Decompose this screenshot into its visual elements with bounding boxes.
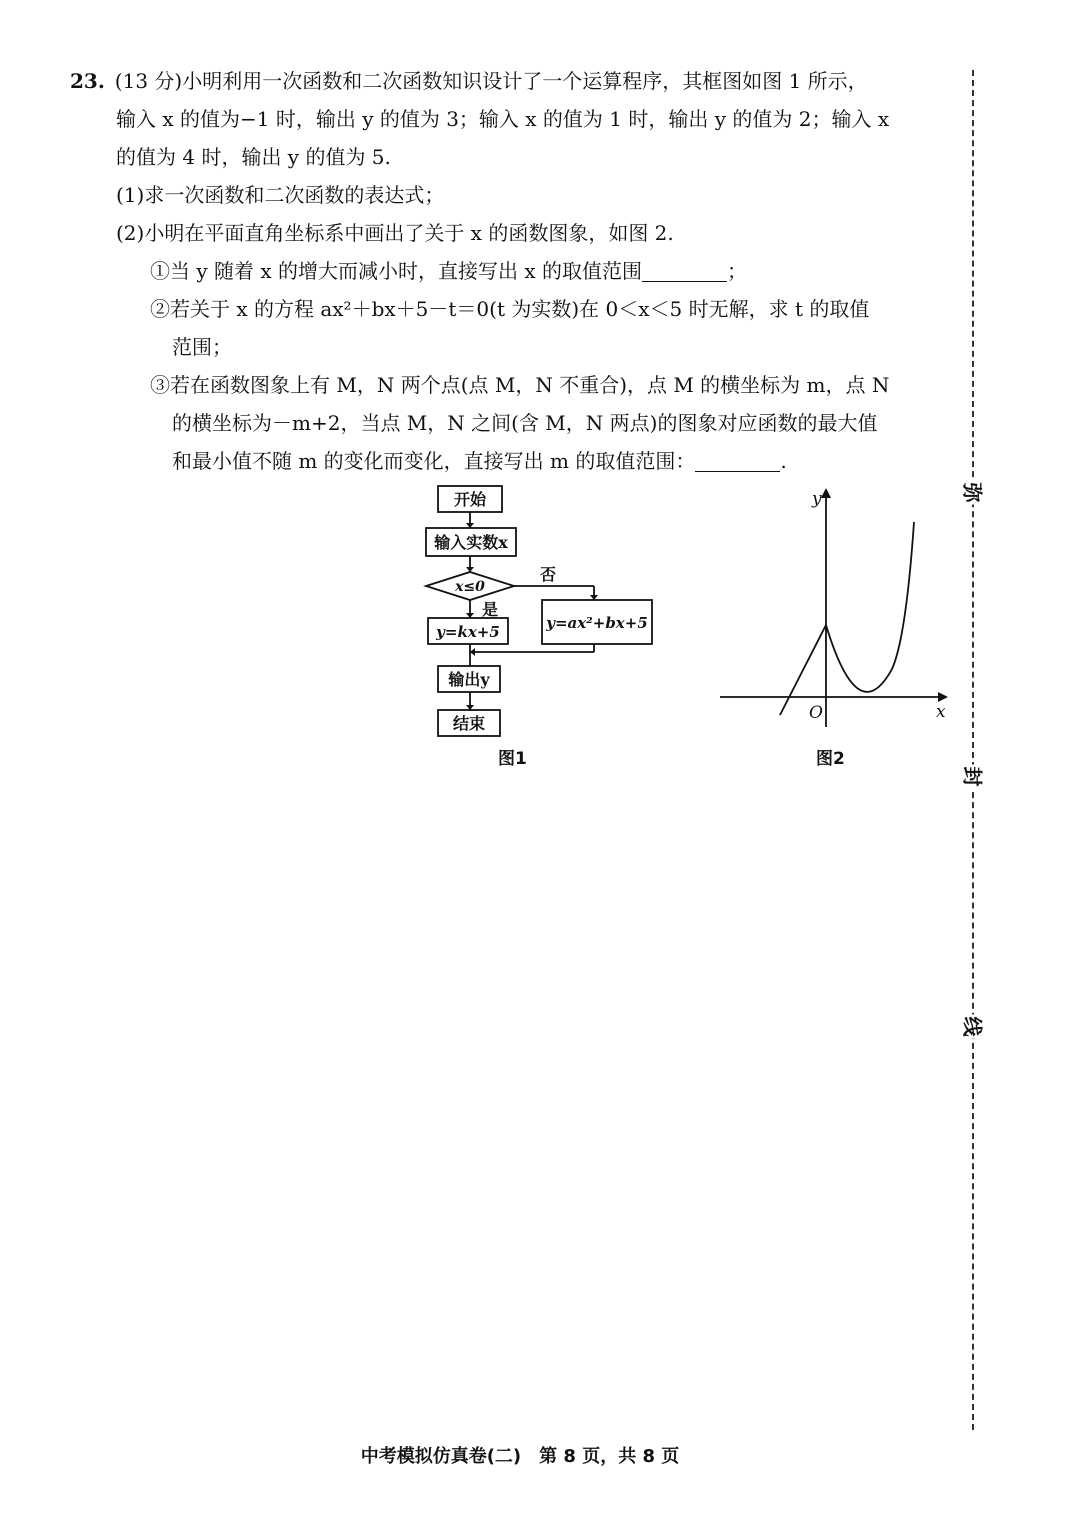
quadratic-label: y=ax²+bx+5 (546, 614, 648, 632)
output-label: 输出y (448, 670, 490, 689)
sub-question-3-cont-1: 的横坐标为－m+2，当点 M，N 之间(含 M，N 两点)的图象对应函数的最大值 (172, 411, 878, 435)
figure-1-caption: 图1 (498, 749, 527, 769)
x-axis-arrow (938, 692, 948, 702)
problem-intro: (13 分)小明利用一次函数和二次函数知识设计了一个运算程序，其框图如图 1 所示， (114, 69, 868, 93)
graph-svg (710, 482, 960, 742)
part-2: (2)小明在平面直角坐标系中画出了关于 x 的函数图象，如图 2. (116, 221, 674, 245)
quadratic-branch (826, 522, 914, 692)
sub-question-2-cont: 范围； (172, 335, 232, 359)
linear-branch (780, 625, 826, 715)
linear-label: y=kx+5 (436, 623, 500, 641)
problem-line-2: 输入 x 的值为−1 时，输出 y 的值为 3；输入 x 的值为 1 时，输出 y 的值为 2；输入 x (116, 107, 890, 131)
sub-question-1 (70, 252, 965, 290)
answer-blank-1[interactable] (642, 259, 727, 282)
problem-line-1 (70, 62, 965, 100)
sub-question-1-end: ； (727, 259, 748, 283)
sub-question-3-text: 和最小值不随 m 的变化而变化，直接写出 m 的取值范围： (172, 449, 696, 473)
page-footer: 中考模拟仿真卷(二) 第 8 页，共 8 页 (360, 1446, 680, 1467)
origin-label: O (809, 703, 823, 723)
input-label: 输入实数x (434, 533, 508, 552)
condition-label: x≤0 (455, 579, 485, 595)
y-axis-arrow (821, 488, 831, 498)
y-axis-label: y (812, 489, 822, 509)
problem-23 (70, 62, 965, 480)
binding-char-xian: 线 (960, 1015, 989, 1039)
question-number: 23. (70, 69, 105, 93)
sub-question-3-cont-2 (70, 442, 965, 480)
problem-line-3: 的值为 4 时，输出 y 的值为 5. (116, 145, 391, 169)
binding-char-mi: 弥 (960, 481, 989, 505)
figure-2-caption: 图2 (816, 749, 845, 769)
figure-1-flowchart (418, 480, 668, 769)
sub-question-3-end: . (780, 449, 787, 473)
part-1: (1)求一次函数和二次函数的表达式； (116, 183, 445, 207)
no-label: 否 (539, 565, 557, 584)
flowchart-svg (418, 480, 668, 750)
start-label: 开始 (453, 490, 487, 509)
x-axis-label: x (936, 702, 946, 722)
answer-blank-2[interactable] (695, 449, 780, 472)
sub-question-1-text: ①当 y 随着 x 的增大而减小时，直接写出 x 的取值范围 (150, 259, 643, 283)
sub-question-2: ②若关于 x 的方程 ax²＋bx＋5－t＝0(t 为实数)在 0＜x＜5 时无解，求 t 的取值 (150, 297, 870, 321)
sub-question-3: ③若在函数图象上有 M，N 两个点(点 M，N 不重合)，点 M 的横坐标为 m，点 N (150, 373, 890, 397)
binding-char-feng: 封 (960, 765, 989, 789)
figure-2-graph (710, 482, 960, 769)
binding-dashed-line (972, 70, 974, 1430)
end-label: 结束 (452, 714, 486, 733)
yes-label: 是 (481, 600, 499, 619)
